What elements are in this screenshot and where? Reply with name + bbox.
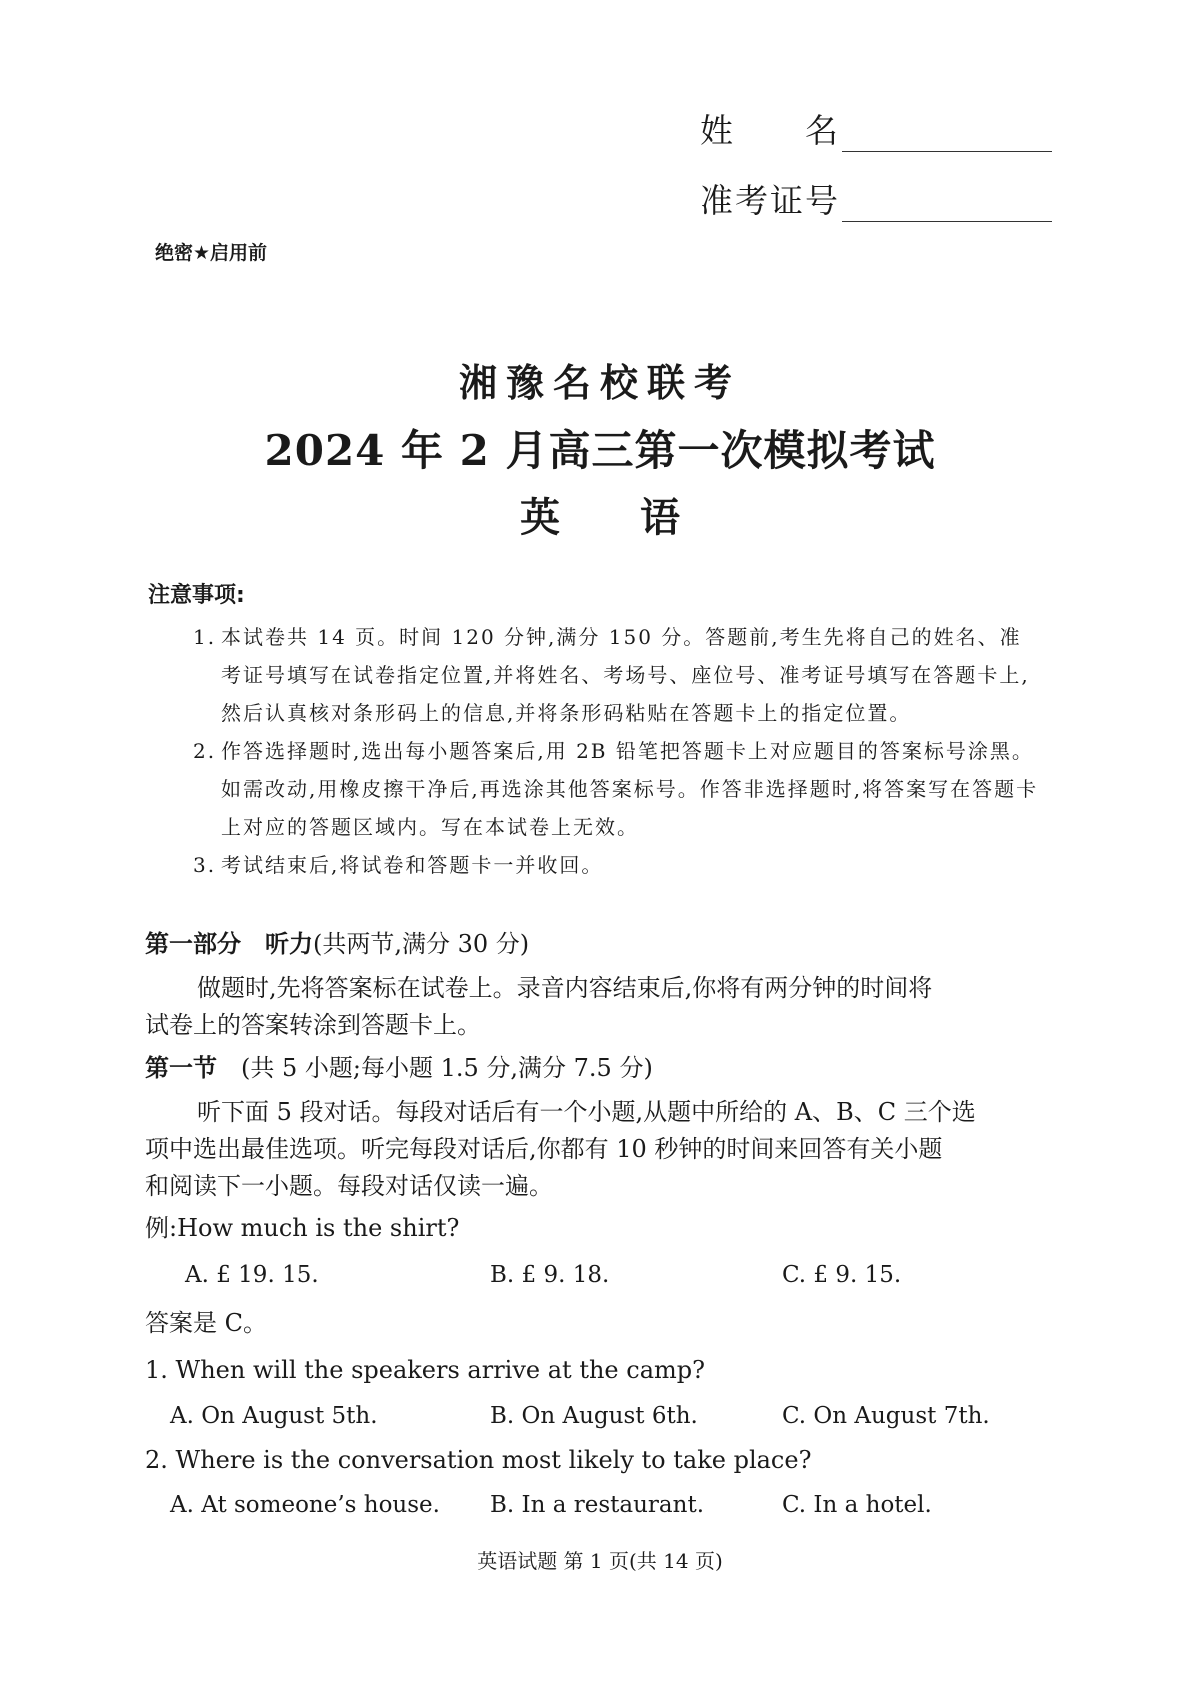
name-blank[interactable]: [842, 121, 1052, 152]
subject-title: 英语: [520, 494, 760, 541]
question-2-option-a: A. At someone’s house.: [170, 1492, 440, 1518]
name-label: 姓 名: [700, 111, 840, 150]
part1-heading: 第一部分 听力: [145, 930, 313, 958]
question-2: 2. Where is the conversation most likely to take place?: [145, 1446, 812, 1474]
question-2-option-c: C. In a hotel.: [782, 1492, 932, 1518]
exam-id-field: [700, 175, 1052, 222]
section1-instruction-line: 听下面 5 段对话。每段对话后有一个小题,从题中所给的 A、B、C 三个选: [197, 1098, 976, 1126]
example-option-c: C. £ 9. 15.: [782, 1262, 902, 1288]
question-2-option-b: B. In a restaurant.: [490, 1492, 705, 1518]
notice-list: [193, 618, 1043, 884]
section1-instruction-line: 项中选出最佳选项。听完每段对话后,你都有 10 秒钟的时间来回答有关小题: [145, 1135, 943, 1163]
notice-item-number: 2.: [193, 739, 217, 763]
exam-id-blank[interactable]: [842, 191, 1052, 222]
part1-heading-row: [145, 926, 529, 963]
notice-heading: 注意事项:: [148, 583, 245, 608]
example-question: 例:How much is the shirt?: [145, 1214, 460, 1242]
exam-title: 2024 年 2 月高三第一次模拟考试: [264, 426, 936, 475]
notice-item: [193, 618, 1043, 732]
part1-intro-line: 试卷上的答案转涂到答题卡上。: [145, 1011, 481, 1039]
section1-heading-note: (共 5 小题;每小题 1.5 分,满分 7.5 分): [241, 1054, 653, 1082]
notice-item: [193, 732, 1043, 846]
section1-heading: 第一节: [145, 1054, 217, 1082]
question-1-option-b: B. On August 6th.: [490, 1403, 698, 1429]
name-field: [700, 105, 1052, 152]
example-option-b: B. £ 9. 18.: [490, 1262, 610, 1288]
exam-id-label: 准考证号: [700, 181, 840, 220]
section1-heading-row: [145, 1050, 653, 1087]
notice-item-number: 3.: [193, 853, 217, 877]
section1-instruction-line: 和阅读下一小题。每段对话仅读一遍。: [145, 1172, 553, 1200]
exam-organizer-title: 湘豫名校联考: [458, 360, 741, 405]
part1-intro-line: 做题时,先将答案标在试卷上。录音内容结束后,你将有两分钟的时间将: [197, 974, 933, 1002]
question-1-option-a: A. On August 5th.: [170, 1403, 378, 1429]
notice-item-text: 作答选择题时,选出每小题答案后,用 2B 铅笔把答题卡上对应题目的答案标号涂黑。如需改动,用橡皮擦干净后,再选涂其他答案标号。作答非选择题时,将答案写在答题卡上对应的答题区域内。写在本试卷上无效。: [221, 739, 1039, 839]
example-option-a: A. £ 19. 15.: [185, 1262, 319, 1288]
question-1-option-c: C. On August 7th.: [782, 1403, 990, 1429]
confidential-mark: 绝密★启用前: [155, 242, 268, 264]
notice-item-text: 考试结束后,将试卷和答题卡一并收回。: [221, 853, 604, 877]
notice-item: [193, 846, 1043, 884]
page-footer: 英语试题 第 1 页(共 14 页): [477, 1549, 723, 1573]
notice-item-number: 1.: [193, 625, 217, 649]
notice-item-text: 本试卷共 14 页。时间 120 分钟,满分 150 分。答题前,考生先将自己的姓名、准考证号填写在试卷指定位置,并将姓名、考场号、座位号、准考证号填写在答题卡上,然后认真核对条形码上的信息,并将条形码粘贴在答题卡上的指定位置。: [221, 625, 1030, 725]
question-1: 1. When will the speakers arrive at the camp?: [145, 1356, 706, 1384]
part1-heading-note: (共两节,满分 30 分): [313, 930, 530, 958]
example-answer: 答案是 C。: [145, 1309, 267, 1337]
